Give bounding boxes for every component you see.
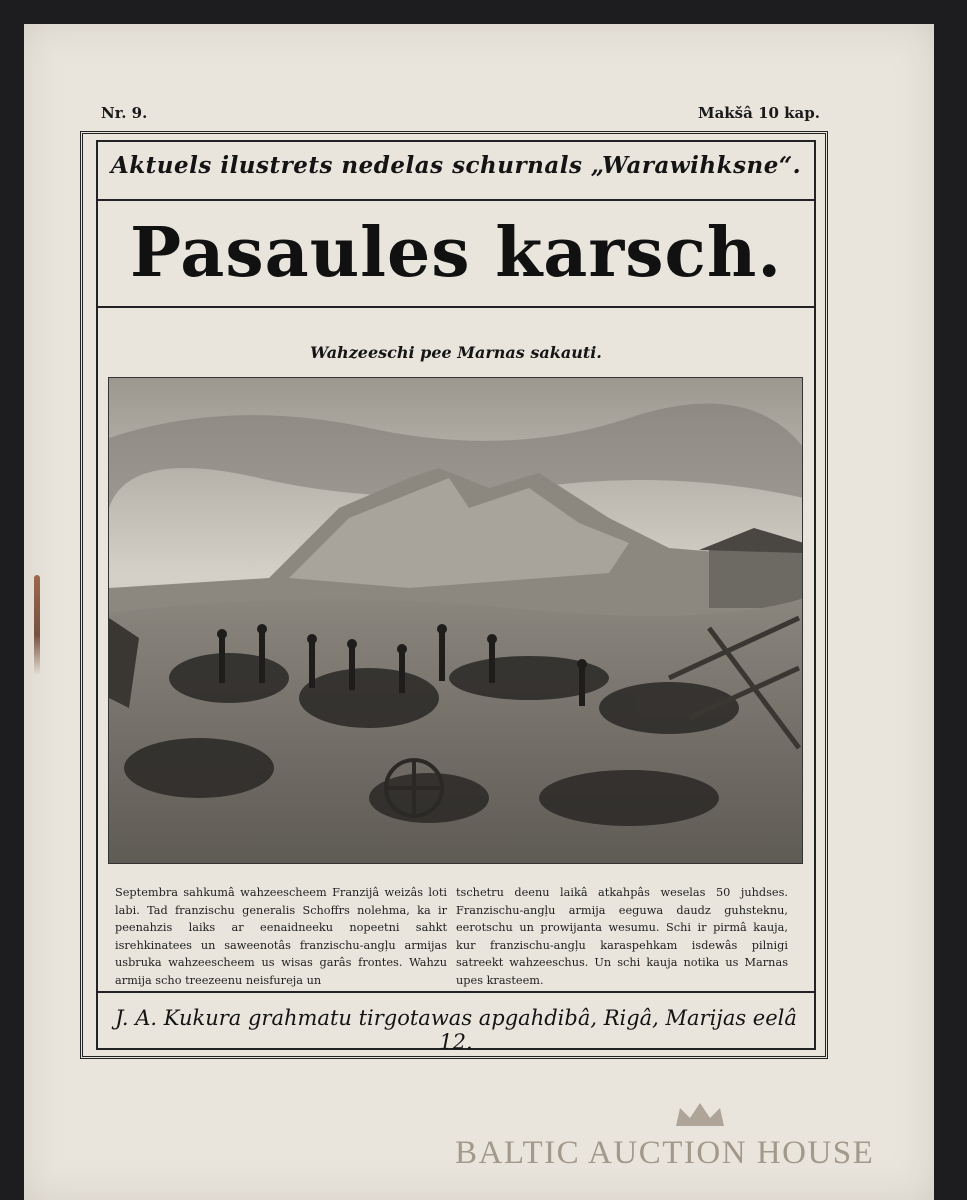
publisher-line: J. A. Kukura grahmatu tirgotawas apgahdibâ, Rigâ, Marijas eelâ 12.	[115, 1006, 797, 1054]
page-title: Pasaules karsch.	[129, 213, 782, 293]
issue-number: Nr. 9.	[101, 104, 148, 122]
journal-subtitle: Aktuels ilustrets nedelas schurnals „Warawihksne“.	[110, 152, 802, 179]
rust-stain	[34, 575, 40, 675]
illustration-caption: Wahzeeschi pee Marnas sakauti.	[310, 343, 602, 362]
article-column-right: tschetru deenu laikâ atkahpâs weselas 50 juhdses. Franzischu-angļu armija eeguwa daudz guhsteknu, eerotschu un prowijanta wesumu. Schi ir pirmâ kauja, kur franzischu-angļu karaspehkam isdewâs pilnigi satreekt wahzeeschus. Un schi kauja notika us Marnas upes krasteem.	[456, 886, 788, 987]
divider	[96, 306, 816, 308]
price-label: Makšâ 10 kap.	[697, 104, 820, 122]
watermark-text: BALTIC AUCTION HOUSE	[455, 1135, 875, 1171]
article-column-left: Septembra sahkumâ wahzeescheem Franzijâ weizâs loti labi. Tad franzischu generalis Schoffrs nolehma, ka ir peenahzis laiks ar eenaidneeku nopeetni sahkt isrehkinatees un saweenotâs franzischu-angļu armijas usbruka wahzeescheem us wisas garâs frontes. Wahzu armija scho treezeenu neisfureja un	[115, 886, 447, 987]
divider	[96, 991, 816, 993]
battle-scene-icon	[109, 378, 803, 864]
divider	[96, 199, 816, 201]
crown-icon	[672, 1100, 728, 1134]
battle-illustration	[108, 377, 803, 864]
